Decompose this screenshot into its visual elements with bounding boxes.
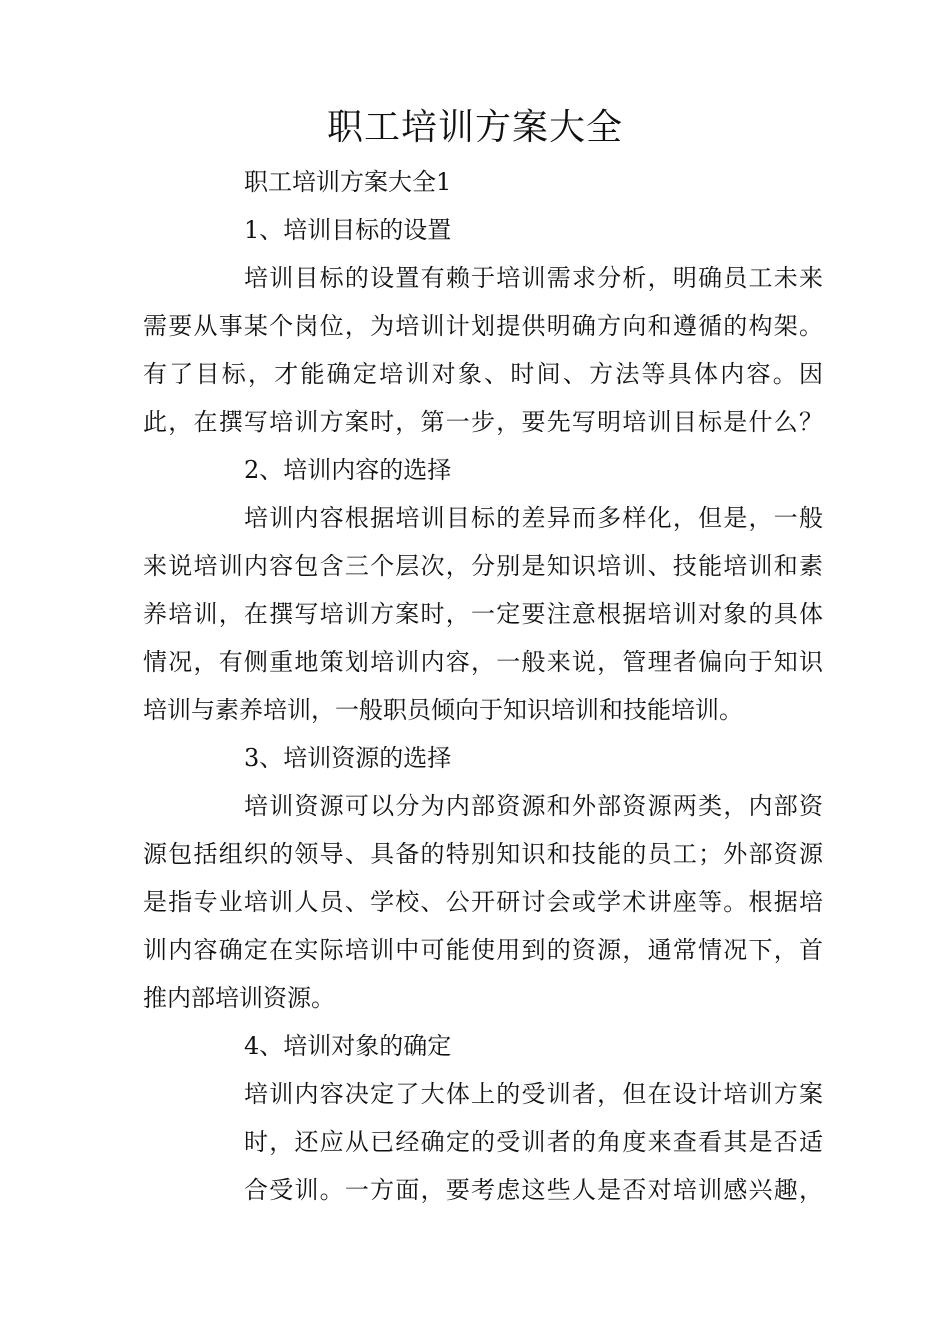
section-1-line-1: 培训目标的设置有赖于培训需求分析，明确员工未来 xyxy=(244,264,823,292)
section-3-line-1: 培训资源可以分为内部资源和外部资源两类，内部资 xyxy=(244,792,823,820)
section-1-line-3: 有了目标，才能确定培训对象、时间、方法等具体内容。因 xyxy=(143,360,823,388)
section-4-line-3: 合受训。一方面，要考虑这些人是否对培训感兴趣， xyxy=(244,1176,823,1204)
section-1-line-2: 需要从事某个岗位，为培训计划提供明确方向和遵循的构架。 xyxy=(143,312,823,340)
document-title: 职工培训方案大全 xyxy=(326,107,623,148)
section-3-heading: 3、培训资源的选择 xyxy=(244,744,452,772)
section-3-line-5: 推内部培训资源。 xyxy=(143,984,335,1012)
section-1-line-4: 此，在撰写培训方案时，第一步，要先写明培训目标是什么？ xyxy=(143,408,823,436)
section-2-heading: 2、培训内容的选择 xyxy=(244,456,452,484)
section-2-line-4: 情况，有侧重地策划培训内容，一般来说，管理者偏向于知识 xyxy=(143,648,823,676)
section-2-line-5: 培训与素养培训，一般职员倾向于知识培训和技能培训。 xyxy=(143,696,743,724)
section-3-line-3: 是指专业培训人员、学校、公开研讨会或学术讲座等。根据培 xyxy=(143,888,823,916)
section-2-line-3: 养培训，在撰写培训方案时，一定要注意根据培训对象的具体 xyxy=(143,600,823,628)
section-4-line-1: 培训内容决定了大体上的受训者，但在设计培训方案 xyxy=(244,1080,823,1108)
section-4-line-2: 时，还应从已经确定的受训者的角度来查看其是否适 xyxy=(244,1128,823,1156)
section-2-line-1: 培训内容根据培训目标的差异而多样化，但是，一般 xyxy=(244,504,823,532)
section-3-line-2: 源包括组织的领导、具备的特别知识和技能的员工；外部资源 xyxy=(143,840,823,868)
section-1-heading: 1、培训目标的设置 xyxy=(244,216,452,244)
document-subtitle: 职工培训方案大全1 xyxy=(244,168,452,196)
section-2-line-2: 来说培训内容包含三个层次，分别是知识培训、技能培训和素 xyxy=(143,552,823,580)
section-3-line-4: 训内容确定在实际培训中可能使用到的资源，通常情况下，首 xyxy=(143,936,823,964)
section-4-heading: 4、培训对象的确定 xyxy=(244,1032,452,1060)
